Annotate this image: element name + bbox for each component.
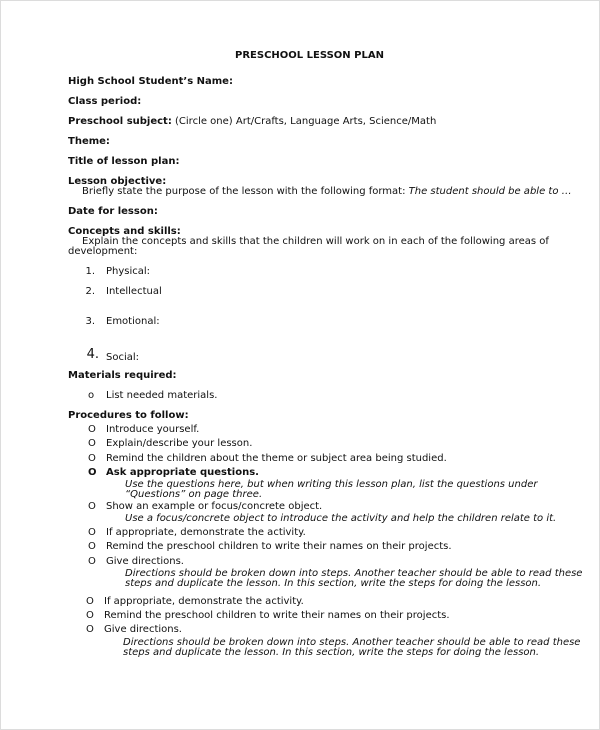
procedure-item (88, 501, 323, 513)
bullet-marker: O (88, 541, 96, 552)
class-period-label: Class period: (68, 96, 142, 107)
objective-instruction-text: Briefly state the purpose of the lesson with the following format: (82, 186, 406, 197)
procedure-note: Directions should be broken down into steps. Another teacher should be able to read these (125, 568, 583, 579)
procedure-note: steps and duplicate the lesson. In this section, write the steps for doing the lesson. (125, 578, 542, 589)
procedure-note: Use the questions here, but when writing this lesson plan, list the questions under (125, 479, 538, 490)
procedure-text: Explain/describe your lesson. (106, 438, 253, 449)
procedure-item (86, 624, 182, 636)
bullet-marker: O (86, 596, 94, 607)
bullet-marker: O (88, 438, 96, 449)
procedure-text: Introduce yourself. (106, 424, 200, 435)
concept-item-social (81, 347, 139, 364)
procedure-item (88, 438, 253, 450)
concept-item-physical (81, 266, 150, 278)
list-number: 1. (85, 266, 95, 277)
procedure-item-emphasized (88, 467, 259, 479)
procedure-text: Give directions. (106, 556, 184, 567)
bullet-marker: O (86, 610, 94, 621)
materials-heading: Materials required: (68, 370, 177, 381)
concepts-heading: Concepts and skills: (68, 226, 181, 237)
objective-instruction (82, 186, 572, 198)
concepts-instruction-line1: Explain the concepts and skills that the children will work on in each of the following areas of (82, 236, 549, 247)
subject-line (68, 116, 436, 128)
objective-heading: Lesson objective: (68, 176, 167, 187)
procedure-item (88, 541, 452, 553)
list-number: 3. (85, 316, 95, 327)
procedure-item (88, 453, 447, 465)
concept-label: Intellectual (106, 286, 162, 297)
bullet-marker: O (88, 453, 96, 464)
list-number: 2. (85, 286, 95, 297)
bullet-marker: O (88, 501, 96, 512)
procedure-text: If appropriate, demonstrate the activity. (104, 596, 304, 607)
student-name-label: High School Student’s Name: (68, 76, 233, 87)
bullet-marker: O (88, 424, 96, 435)
procedure-note: steps and duplicate the lesson. In this section, write the steps for doing the lesson. (123, 647, 540, 658)
concept-label: Physical: (106, 266, 151, 277)
procedure-text: Remind the preschool children to write their names on their projects. (106, 541, 452, 552)
procedure-text: Remind the preschool children to write their names on their projects. (104, 610, 450, 621)
list-number: 4. (86, 347, 99, 362)
procedure-text: Give directions. (104, 624, 182, 635)
subject-label: Preschool subject: (68, 116, 172, 127)
bullet-marker: O (88, 467, 97, 478)
procedure-text: Show an example or focus/concrete object. (106, 501, 323, 512)
concept-item-emotional (81, 316, 160, 328)
procedure-item (88, 527, 306, 539)
bullet-marker: o (88, 390, 95, 401)
concept-label: Social: (106, 352, 140, 363)
concepts-instruction-line2: development: (68, 246, 138, 257)
document-title: PRESCHOOL LESSON PLAN (235, 50, 384, 61)
materials-item (88, 390, 218, 402)
concept-item-intellectual (81, 286, 162, 298)
theme-label: Theme: (68, 136, 110, 147)
bullet-marker: O (86, 624, 94, 635)
procedure-item (86, 610, 450, 622)
procedures-heading: Procedures to follow: (68, 410, 189, 421)
procedure-item (86, 596, 304, 608)
objective-format-example: The student should be able to … (408, 186, 572, 197)
lesson-title-label: Title of lesson plan: (68, 156, 180, 167)
date-label: Date for lesson: (68, 206, 158, 217)
procedure-text: If appropriate, demonstrate the activity. (106, 527, 306, 538)
procedure-note: Use a focus/concrete object to introduce the activity and help the children relate to it. (125, 513, 557, 524)
procedure-item (88, 556, 184, 568)
concept-label: Emotional: (106, 316, 160, 327)
procedure-item (88, 424, 200, 436)
procedure-text: Remind the children about the theme or subject area being studied. (106, 453, 447, 464)
subject-options: (Circle one) Art/Crafts, Language Arts, Science/Math (171, 116, 437, 127)
bullet-marker: O (88, 556, 96, 567)
procedure-note: Directions should be broken down into steps. Another teacher should be able to read these (123, 637, 581, 648)
bullet-marker: O (88, 527, 96, 538)
procedure-note: “Questions” on page three. (125, 489, 263, 500)
materials-text: List needed materials. (106, 390, 218, 401)
procedure-text: Ask appropriate questions. (106, 467, 259, 478)
